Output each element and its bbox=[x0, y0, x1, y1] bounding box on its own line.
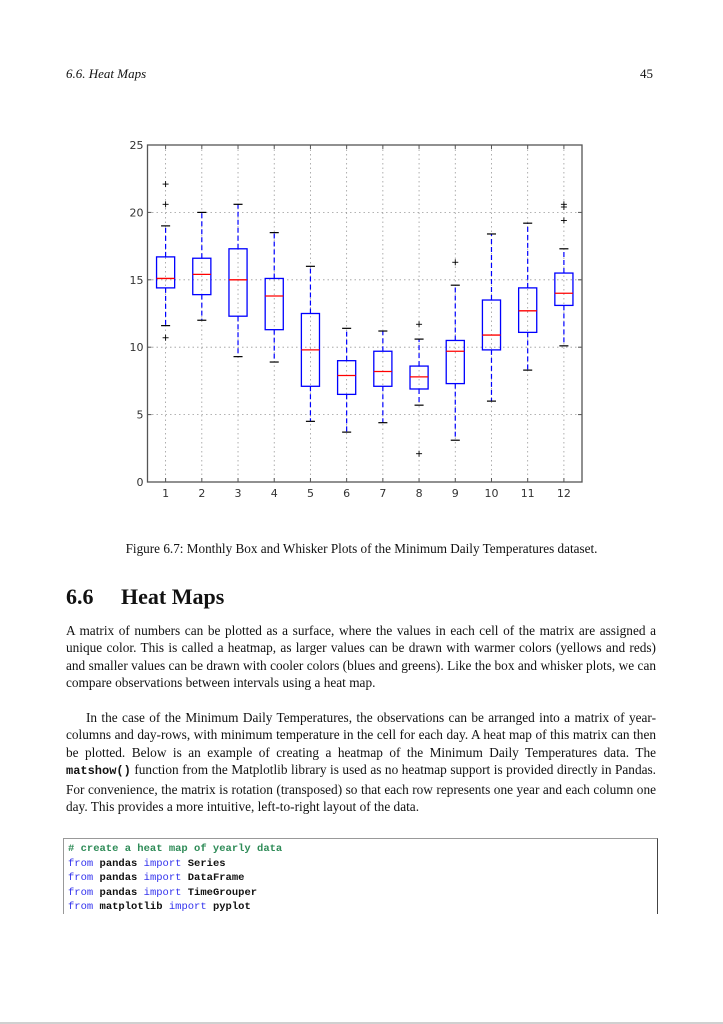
paragraph-matshow bbox=[66, 709, 656, 815]
box-month-4 bbox=[265, 233, 283, 362]
code-listing bbox=[63, 838, 658, 914]
box-month-8 bbox=[410, 321, 428, 456]
x-tick-label: 6 bbox=[343, 487, 351, 500]
outlier-marker bbox=[163, 335, 169, 341]
inline-code-matshow: matshow() bbox=[66, 764, 131, 779]
y-tick-label: 15 bbox=[129, 273, 144, 287]
y-tick-label: 25 bbox=[129, 139, 144, 152]
y-tick-label: 20 bbox=[129, 206, 144, 220]
code-token-kw: import bbox=[168, 901, 207, 913]
code-token-name: pandas bbox=[93, 857, 144, 870]
y-tick-label: 10 bbox=[129, 341, 144, 355]
code-token-name: matplotlib bbox=[93, 901, 169, 913]
iqr-box bbox=[410, 366, 428, 389]
code-token-kw: import bbox=[143, 886, 182, 899]
outlier-marker bbox=[561, 217, 567, 223]
outlier-marker bbox=[452, 259, 458, 265]
code-token-name: Series bbox=[181, 857, 226, 870]
box-month-7 bbox=[374, 331, 392, 423]
x-tick-label: 10 bbox=[484, 487, 499, 500]
box-month-10 bbox=[482, 234, 500, 401]
x-tick-label: 12 bbox=[556, 487, 571, 500]
box-month-12 bbox=[555, 201, 573, 346]
boxes bbox=[157, 181, 573, 457]
code-token-kw: import bbox=[143, 857, 182, 870]
paragraph-text-before: In the case of the Minimum Daily Temperatures, the observations can be arranged into a matrix of year-columns and day-rows, with minimum temperature in the cell for each day. A heat map of this matrix can then be plotted. Below is an example of creating a heatmap of the Minimum Daily Temperatures data. The bbox=[66, 710, 656, 760]
y-tick-label: 5 bbox=[136, 408, 144, 422]
code-line bbox=[68, 886, 657, 901]
code-line bbox=[68, 871, 657, 886]
code-token-name: DataFrame bbox=[181, 872, 245, 884]
x-tick-label: 4 bbox=[270, 487, 278, 500]
outlier-marker bbox=[561, 201, 567, 207]
code-line bbox=[68, 842, 657, 857]
code-token-name: TimeGrouper bbox=[181, 886, 258, 899]
axis-tick-labels bbox=[130, 139, 571, 500]
x-tick-label: 9 bbox=[451, 487, 459, 500]
outlier-marker bbox=[416, 451, 422, 457]
section-heading bbox=[66, 584, 224, 610]
code-token-kw: from bbox=[68, 857, 94, 870]
page-number: 45 bbox=[640, 66, 653, 81]
paragraph-intro: A matrix of numbers can be plotted as a surface, where the values in each cell of the matrix are assigned a unique color. This is called a heatmap, as larger values can be drawn with warmer colors (yellows and reds) and smaller values can be drawn with cooler colors (blues and greens). Like the box and whisker plots, we can compare observations between intervals using a heat map. bbox=[66, 623, 656, 691]
box-month-2 bbox=[193, 212, 211, 320]
x-tick-label: 1 bbox=[162, 487, 170, 500]
code-line bbox=[68, 857, 657, 872]
section-title: Heat Maps bbox=[121, 584, 225, 609]
plot-frame bbox=[148, 145, 583, 482]
section-number: 6.6 bbox=[66, 584, 94, 609]
code-token-kw: from bbox=[68, 886, 94, 899]
code-token-comment: # create a heat map of yearly data bbox=[68, 843, 283, 855]
code-token-kw: import bbox=[143, 872, 182, 884]
box-month-1 bbox=[157, 181, 175, 341]
y-tick-label: 0 bbox=[136, 476, 144, 489]
code-token-kw: from bbox=[68, 901, 94, 913]
axis-ticks bbox=[148, 145, 583, 482]
paragraph-text-after: function from the Matplotlib library is used as no heatmap support is provided directly in Pandas. For convenience, the matrix is rotation (transposed) so that each row represents one year and each column one day. This provides a more intuitive, left-to-right layout of the data. bbox=[66, 762, 656, 815]
x-tick-label: 3 bbox=[234, 487, 242, 500]
box-month-9 bbox=[446, 259, 464, 440]
outlier-marker bbox=[416, 321, 422, 327]
outlier-marker bbox=[163, 201, 169, 207]
x-tick-label: 5 bbox=[306, 487, 314, 500]
outlier-marker bbox=[163, 181, 169, 187]
code-token-name: pyplot bbox=[206, 901, 251, 913]
x-tick-label: 11 bbox=[520, 487, 535, 500]
grid-lines bbox=[148, 145, 583, 482]
code-token-name: pandas bbox=[93, 872, 144, 884]
x-tick-label: 2 bbox=[198, 487, 206, 500]
x-tick-label: 8 bbox=[415, 487, 423, 500]
code-line bbox=[68, 900, 657, 915]
running-head: 6.6. Heat Maps bbox=[66, 66, 147, 81]
figure-caption: Figure 6.7: Monthly Box and Whisker Plots of the Minimum Daily Temperatures dataset. bbox=[125, 541, 598, 556]
code-token-name: pandas bbox=[93, 886, 144, 899]
code-token-kw: from bbox=[68, 872, 94, 884]
x-tick-label: 7 bbox=[379, 487, 387, 500]
